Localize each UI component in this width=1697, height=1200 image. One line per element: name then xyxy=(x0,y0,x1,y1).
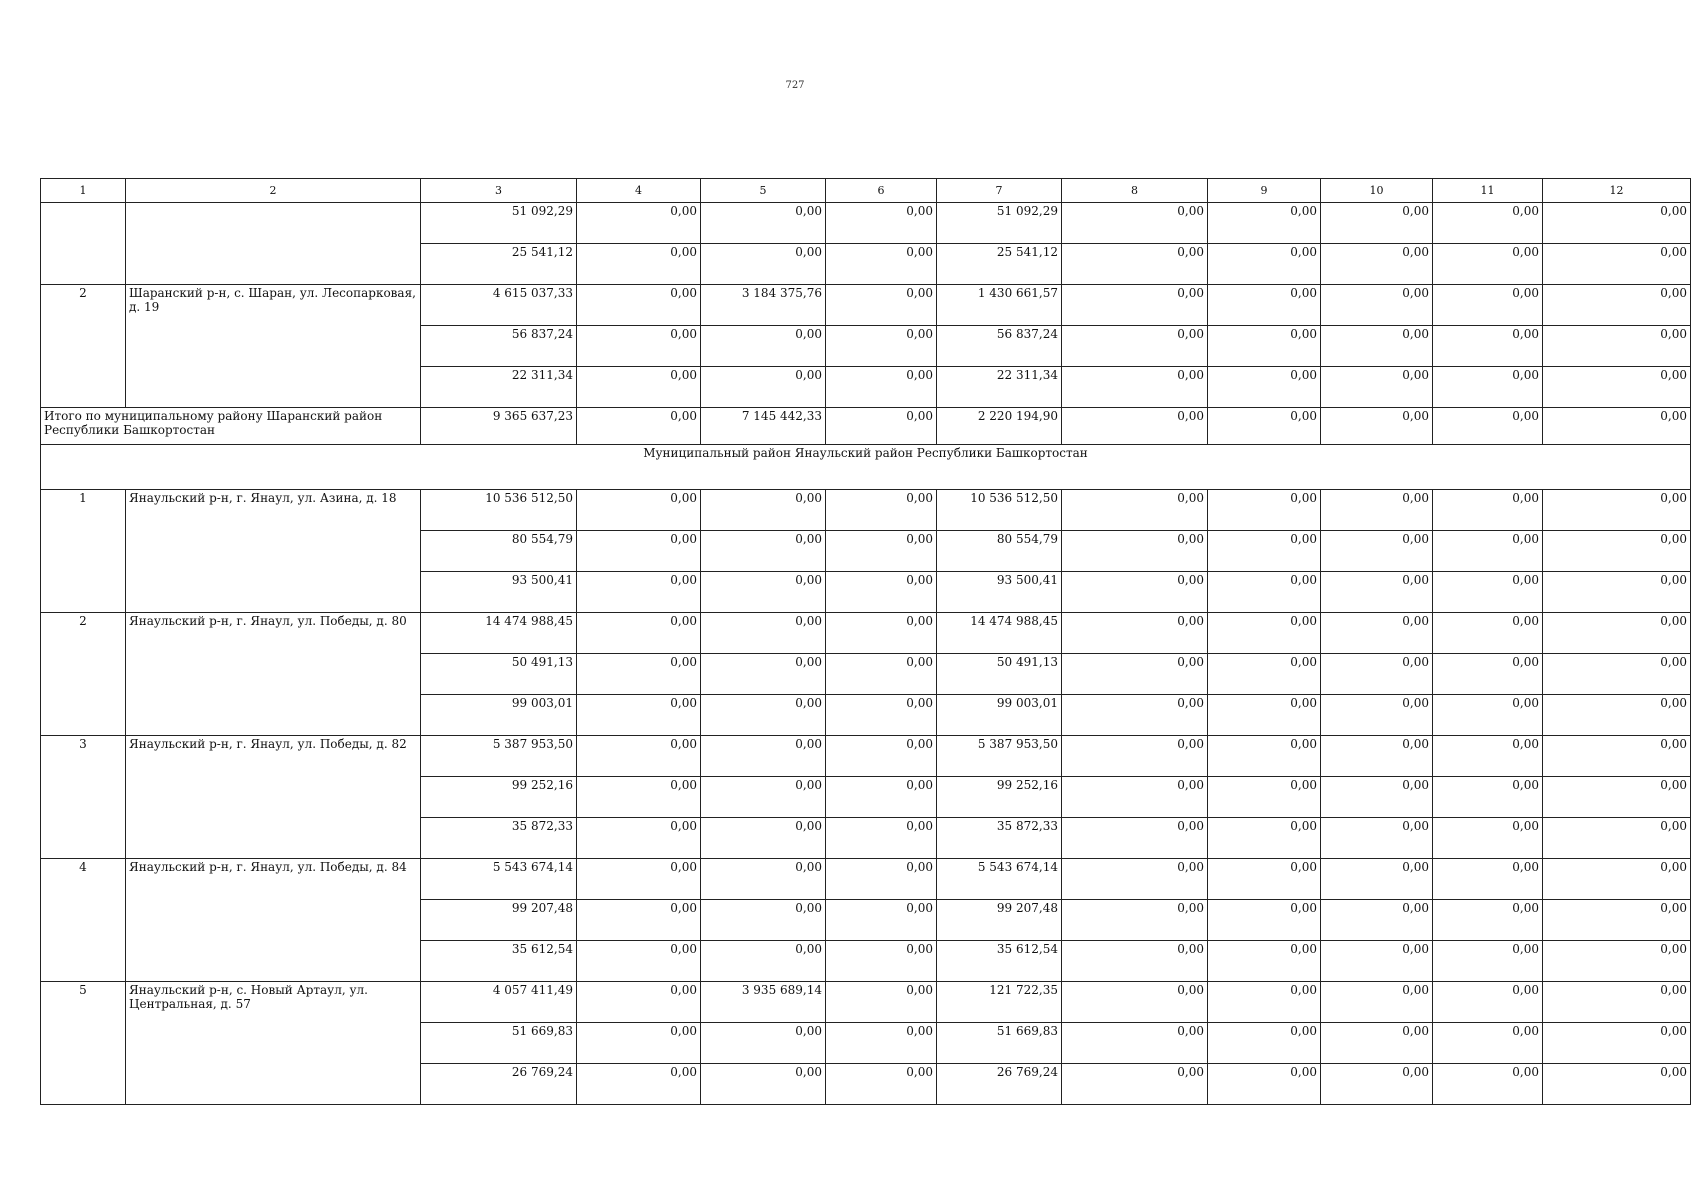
address-cell: Янаульский р-н, г. Янаул, ул. Победы, д. 82 xyxy=(126,736,421,859)
value-cell: 0,00 xyxy=(1433,572,1543,613)
value-cell: 0,00 xyxy=(1062,1023,1208,1064)
value-cell: 0,00 xyxy=(577,490,701,531)
address-cell: Янаульский р-н, г. Янаул, ул. Победы, д. 80 xyxy=(126,613,421,736)
value-cell: 0,00 xyxy=(1062,736,1208,777)
value-cell: 99 207,48 xyxy=(937,900,1062,941)
value-cell: 0,00 xyxy=(1062,285,1208,326)
value-cell: 121 722,35 xyxy=(937,982,1062,1023)
value-cell: 0,00 xyxy=(1543,531,1691,572)
table-row xyxy=(41,982,1691,1023)
row-index: 3 xyxy=(41,736,126,859)
data-table xyxy=(40,178,1691,1105)
value-cell: 0,00 xyxy=(577,818,701,859)
value-cell: 99 003,01 xyxy=(937,695,1062,736)
value-cell: 0,00 xyxy=(1433,203,1543,244)
column-header: 10 xyxy=(1321,179,1433,203)
value-cell: 0,00 xyxy=(577,695,701,736)
value-cell: 0,00 xyxy=(1321,203,1433,244)
value-cell: 0,00 xyxy=(1543,1064,1691,1105)
value-cell: 0,00 xyxy=(1062,490,1208,531)
value-cell: 0,00 xyxy=(577,244,701,285)
value-cell: 25 541,12 xyxy=(937,244,1062,285)
value-cell: 0,00 xyxy=(1062,326,1208,367)
value-cell: 0,00 xyxy=(1208,613,1321,654)
value-cell: 0,00 xyxy=(1433,1023,1543,1064)
value-cell: 0,00 xyxy=(826,490,937,531)
value-cell: 0,00 xyxy=(1062,982,1208,1023)
value-cell: 0,00 xyxy=(1208,285,1321,326)
value-cell: 0,00 xyxy=(577,572,701,613)
value-cell: 0,00 xyxy=(1543,654,1691,695)
total-value-cell: 0,00 xyxy=(1208,408,1321,445)
value-cell: 0,00 xyxy=(1208,572,1321,613)
value-cell: 0,00 xyxy=(826,941,937,982)
value-cell: 0,00 xyxy=(1321,326,1433,367)
value-cell: 0,00 xyxy=(1543,900,1691,941)
value-cell: 0,00 xyxy=(701,613,826,654)
total-value-cell: 0,00 xyxy=(1543,408,1691,445)
section-row xyxy=(41,445,1691,490)
value-cell: 10 536 512,50 xyxy=(937,490,1062,531)
value-cell: 0,00 xyxy=(701,572,826,613)
value-cell: 51 669,83 xyxy=(421,1023,577,1064)
value-cell: 0,00 xyxy=(577,736,701,777)
value-cell: 93 500,41 xyxy=(937,572,1062,613)
address-cell: Янаульский р-н, г. Янаул, ул. Победы, д. 84 xyxy=(126,859,421,982)
row-index: 1 xyxy=(41,490,126,613)
value-cell: 0,00 xyxy=(1433,490,1543,531)
value-cell: 50 491,13 xyxy=(421,654,577,695)
value-cell: 0,00 xyxy=(1321,736,1433,777)
value-cell: 5 387 953,50 xyxy=(937,736,1062,777)
value-cell: 0,00 xyxy=(1543,941,1691,982)
column-header: 2 xyxy=(126,179,421,203)
value-cell: 0,00 xyxy=(1433,982,1543,1023)
value-cell: 0,00 xyxy=(1321,695,1433,736)
value-cell: 0,00 xyxy=(1321,613,1433,654)
value-cell: 0,00 xyxy=(1433,613,1543,654)
table-row xyxy=(41,490,1691,531)
value-cell: 0,00 xyxy=(1208,490,1321,531)
value-cell: 26 769,24 xyxy=(421,1064,577,1105)
value-cell: 0,00 xyxy=(1062,613,1208,654)
value-cell: 0,00 xyxy=(1433,367,1543,408)
value-cell: 0,00 xyxy=(1062,859,1208,900)
table-row xyxy=(41,859,1691,900)
value-cell: 35 612,54 xyxy=(937,941,1062,982)
value-cell: 22 311,34 xyxy=(937,367,1062,408)
value-cell: 0,00 xyxy=(1062,572,1208,613)
value-cell: 0,00 xyxy=(577,941,701,982)
value-cell: 56 837,24 xyxy=(421,326,577,367)
value-cell: 0,00 xyxy=(701,818,826,859)
value-cell: 51 092,29 xyxy=(421,203,577,244)
value-cell: 0,00 xyxy=(1321,1064,1433,1105)
value-cell: 5 543 674,14 xyxy=(937,859,1062,900)
value-cell: 0,00 xyxy=(1321,531,1433,572)
value-cell: 0,00 xyxy=(1321,285,1433,326)
value-cell: 99 252,16 xyxy=(421,777,577,818)
value-cell: 0,00 xyxy=(826,613,937,654)
value-cell: 0,00 xyxy=(1543,1023,1691,1064)
total-value-cell: 0,00 xyxy=(826,408,937,445)
value-cell: 26 769,24 xyxy=(937,1064,1062,1105)
total-row xyxy=(41,408,1691,445)
value-cell: 0,00 xyxy=(1208,941,1321,982)
value-cell: 0,00 xyxy=(701,367,826,408)
value-cell: 0,00 xyxy=(1321,244,1433,285)
row-index: 5 xyxy=(41,982,126,1105)
value-cell: 0,00 xyxy=(701,490,826,531)
value-cell: 0,00 xyxy=(1208,736,1321,777)
value-cell: 0,00 xyxy=(826,244,937,285)
value-cell: 0,00 xyxy=(1543,777,1691,818)
value-cell: 0,00 xyxy=(1433,777,1543,818)
value-cell: 0,00 xyxy=(826,859,937,900)
value-cell: 0,00 xyxy=(1208,777,1321,818)
value-cell: 0,00 xyxy=(577,367,701,408)
column-header: 8 xyxy=(1062,179,1208,203)
value-cell: 0,00 xyxy=(577,900,701,941)
value-cell: 0,00 xyxy=(1543,982,1691,1023)
value-cell: 0,00 xyxy=(1543,490,1691,531)
total-value-cell: 9 365 637,23 xyxy=(421,408,577,445)
value-cell: 0,00 xyxy=(1208,531,1321,572)
value-cell: 0,00 xyxy=(1062,941,1208,982)
value-cell: 80 554,79 xyxy=(421,531,577,572)
value-cell: 0,00 xyxy=(1208,244,1321,285)
value-cell: 0,00 xyxy=(1208,818,1321,859)
value-cell: 0,00 xyxy=(1208,367,1321,408)
column-header: 6 xyxy=(826,179,937,203)
value-cell: 4 615 037,33 xyxy=(421,285,577,326)
value-cell: 0,00 xyxy=(1433,654,1543,695)
value-cell: 0,00 xyxy=(1208,326,1321,367)
value-cell: 0,00 xyxy=(1062,1064,1208,1105)
header-row xyxy=(41,179,1691,203)
value-cell: 0,00 xyxy=(1543,818,1691,859)
value-cell: 51 669,83 xyxy=(937,1023,1062,1064)
table-row xyxy=(41,203,1691,244)
value-cell: 0,00 xyxy=(577,285,701,326)
value-cell: 4 057 411,49 xyxy=(421,982,577,1023)
address-cell: Янаульский р-н, с. Новый Артаул, ул. Центральная, д. 57 xyxy=(126,982,421,1105)
value-cell: 5 543 674,14 xyxy=(421,859,577,900)
table-row xyxy=(41,285,1691,326)
column-header: 3 xyxy=(421,179,577,203)
value-cell: 0,00 xyxy=(701,531,826,572)
value-cell: 0,00 xyxy=(826,900,937,941)
value-cell: 0,00 xyxy=(826,203,937,244)
value-cell: 0,00 xyxy=(826,531,937,572)
value-cell: 0,00 xyxy=(1062,654,1208,695)
value-cell: 0,00 xyxy=(701,244,826,285)
value-cell: 0,00 xyxy=(1543,572,1691,613)
value-cell: 0,00 xyxy=(577,531,701,572)
value-cell: 0,00 xyxy=(1321,859,1433,900)
value-cell: 99 207,48 xyxy=(421,900,577,941)
value-cell: 0,00 xyxy=(701,1023,826,1064)
value-cell: 22 311,34 xyxy=(421,367,577,408)
value-cell: 0,00 xyxy=(577,326,701,367)
value-cell: 0,00 xyxy=(1433,736,1543,777)
value-cell: 0,00 xyxy=(701,736,826,777)
table-body xyxy=(41,179,1691,1105)
value-cell: 0,00 xyxy=(1433,941,1543,982)
value-cell: 3 184 375,76 xyxy=(701,285,826,326)
value-cell: 35 872,33 xyxy=(421,818,577,859)
value-cell: 93 500,41 xyxy=(421,572,577,613)
value-cell: 0,00 xyxy=(1321,777,1433,818)
value-cell: 0,00 xyxy=(1321,654,1433,695)
value-cell: 0,00 xyxy=(1208,859,1321,900)
value-cell: 0,00 xyxy=(1433,859,1543,900)
value-cell: 0,00 xyxy=(1321,490,1433,531)
value-cell: 0,00 xyxy=(577,613,701,654)
value-cell: 0,00 xyxy=(1433,900,1543,941)
value-cell: 0,00 xyxy=(701,326,826,367)
address-cell: Шаранский р-н, с. Шаран, ул. Лесопарковая, д. 19 xyxy=(126,285,421,408)
value-cell: 0,00 xyxy=(1321,941,1433,982)
column-header: 11 xyxy=(1433,179,1543,203)
value-cell: 0,00 xyxy=(1208,654,1321,695)
value-cell: 1 430 661,57 xyxy=(937,285,1062,326)
value-cell: 0,00 xyxy=(577,777,701,818)
row-index xyxy=(41,203,126,285)
value-cell: 0,00 xyxy=(1321,900,1433,941)
value-cell: 35 872,33 xyxy=(937,818,1062,859)
column-header: 4 xyxy=(577,179,701,203)
value-cell: 0,00 xyxy=(1543,695,1691,736)
value-cell: 5 387 953,50 xyxy=(421,736,577,777)
value-cell: 0,00 xyxy=(577,982,701,1023)
value-cell: 35 612,54 xyxy=(421,941,577,982)
total-value-cell: 0,00 xyxy=(1433,408,1543,445)
address-cell xyxy=(126,203,421,285)
value-cell: 3 935 689,14 xyxy=(701,982,826,1023)
value-cell: 0,00 xyxy=(701,695,826,736)
value-cell: 0,00 xyxy=(1062,695,1208,736)
total-value-cell: 2 220 194,90 xyxy=(937,408,1062,445)
value-cell: 0,00 xyxy=(577,203,701,244)
value-cell: 0,00 xyxy=(826,285,937,326)
value-cell: 0,00 xyxy=(826,654,937,695)
total-value-cell: 0,00 xyxy=(1321,408,1433,445)
value-cell: 0,00 xyxy=(826,777,937,818)
value-cell: 0,00 xyxy=(1543,326,1691,367)
value-cell: 0,00 xyxy=(1321,818,1433,859)
value-cell: 0,00 xyxy=(1062,777,1208,818)
value-cell: 0,00 xyxy=(1543,203,1691,244)
value-cell: 0,00 xyxy=(1321,982,1433,1023)
value-cell: 0,00 xyxy=(1543,367,1691,408)
value-cell: 0,00 xyxy=(826,572,937,613)
value-cell: 0,00 xyxy=(1543,736,1691,777)
value-cell: 0,00 xyxy=(1433,818,1543,859)
value-cell: 0,00 xyxy=(577,654,701,695)
value-cell: 0,00 xyxy=(826,1023,937,1064)
section-title: Муниципальный район Янаульский район Республики Башкортостан xyxy=(41,445,1691,490)
value-cell: 10 536 512,50 xyxy=(421,490,577,531)
column-header: 5 xyxy=(701,179,826,203)
value-cell: 0,00 xyxy=(1543,244,1691,285)
value-cell: 80 554,79 xyxy=(937,531,1062,572)
value-cell: 0,00 xyxy=(1062,818,1208,859)
value-cell: 56 837,24 xyxy=(937,326,1062,367)
value-cell: 0,00 xyxy=(1062,531,1208,572)
value-cell: 0,00 xyxy=(1543,859,1691,900)
value-cell: 0,00 xyxy=(1433,531,1543,572)
value-cell: 0,00 xyxy=(577,1023,701,1064)
value-cell: 0,00 xyxy=(1321,572,1433,613)
value-cell: 0,00 xyxy=(826,326,937,367)
column-header: 9 xyxy=(1208,179,1321,203)
value-cell: 0,00 xyxy=(1208,1023,1321,1064)
value-cell: 14 474 988,45 xyxy=(421,613,577,654)
value-cell: 0,00 xyxy=(1062,203,1208,244)
value-cell: 0,00 xyxy=(1208,900,1321,941)
value-cell: 0,00 xyxy=(1321,1023,1433,1064)
column-header: 7 xyxy=(937,179,1062,203)
value-cell: 0,00 xyxy=(701,203,826,244)
value-cell: 0,00 xyxy=(1543,285,1691,326)
value-cell: 0,00 xyxy=(1321,367,1433,408)
value-cell: 0,00 xyxy=(701,859,826,900)
value-cell: 99 252,16 xyxy=(937,777,1062,818)
row-index: 2 xyxy=(41,285,126,408)
value-cell: 0,00 xyxy=(1208,203,1321,244)
value-cell: 0,00 xyxy=(826,982,937,1023)
value-cell: 0,00 xyxy=(701,900,826,941)
value-cell: 99 003,01 xyxy=(421,695,577,736)
value-cell: 0,00 xyxy=(1433,326,1543,367)
value-cell: 0,00 xyxy=(826,367,937,408)
total-value-cell: 0,00 xyxy=(1062,408,1208,445)
value-cell: 14 474 988,45 xyxy=(937,613,1062,654)
value-cell: 0,00 xyxy=(701,1064,826,1105)
value-cell: 0,00 xyxy=(701,941,826,982)
value-cell: 0,00 xyxy=(1543,613,1691,654)
table-row xyxy=(41,613,1691,654)
value-cell: 0,00 xyxy=(826,736,937,777)
value-cell: 51 092,29 xyxy=(937,203,1062,244)
value-cell: 0,00 xyxy=(826,695,937,736)
value-cell: 25 541,12 xyxy=(421,244,577,285)
value-cell: 0,00 xyxy=(1208,982,1321,1023)
value-cell: 0,00 xyxy=(701,777,826,818)
value-cell: 0,00 xyxy=(1062,244,1208,285)
row-index: 2 xyxy=(41,613,126,736)
column-header: 1 xyxy=(41,179,126,203)
value-cell: 50 491,13 xyxy=(937,654,1062,695)
value-cell: 0,00 xyxy=(1062,900,1208,941)
value-cell: 0,00 xyxy=(701,654,826,695)
value-cell: 0,00 xyxy=(577,1064,701,1105)
value-cell: 0,00 xyxy=(1208,695,1321,736)
value-cell: 0,00 xyxy=(1433,695,1543,736)
value-cell: 0,00 xyxy=(1062,367,1208,408)
total-value-cell: 0,00 xyxy=(577,408,701,445)
value-cell: 0,00 xyxy=(1208,1064,1321,1105)
value-cell: 0,00 xyxy=(1433,285,1543,326)
value-cell: 0,00 xyxy=(1433,244,1543,285)
total-label: Итого по муниципальному району Шаранский район Республики Башкортостан xyxy=(41,408,421,445)
value-cell: 0,00 xyxy=(577,859,701,900)
table-row xyxy=(41,736,1691,777)
row-index: 4 xyxy=(41,859,126,982)
value-cell: 0,00 xyxy=(826,1064,937,1105)
total-value-cell: 7 145 442,33 xyxy=(701,408,826,445)
column-header: 12 xyxy=(1543,179,1691,203)
address-cell: Янаульский р-н, г. Янаул, ул. Азина, д. 18 xyxy=(126,490,421,613)
value-cell: 0,00 xyxy=(1433,1064,1543,1105)
value-cell: 0,00 xyxy=(826,818,937,859)
page-number: 727 xyxy=(785,80,805,91)
